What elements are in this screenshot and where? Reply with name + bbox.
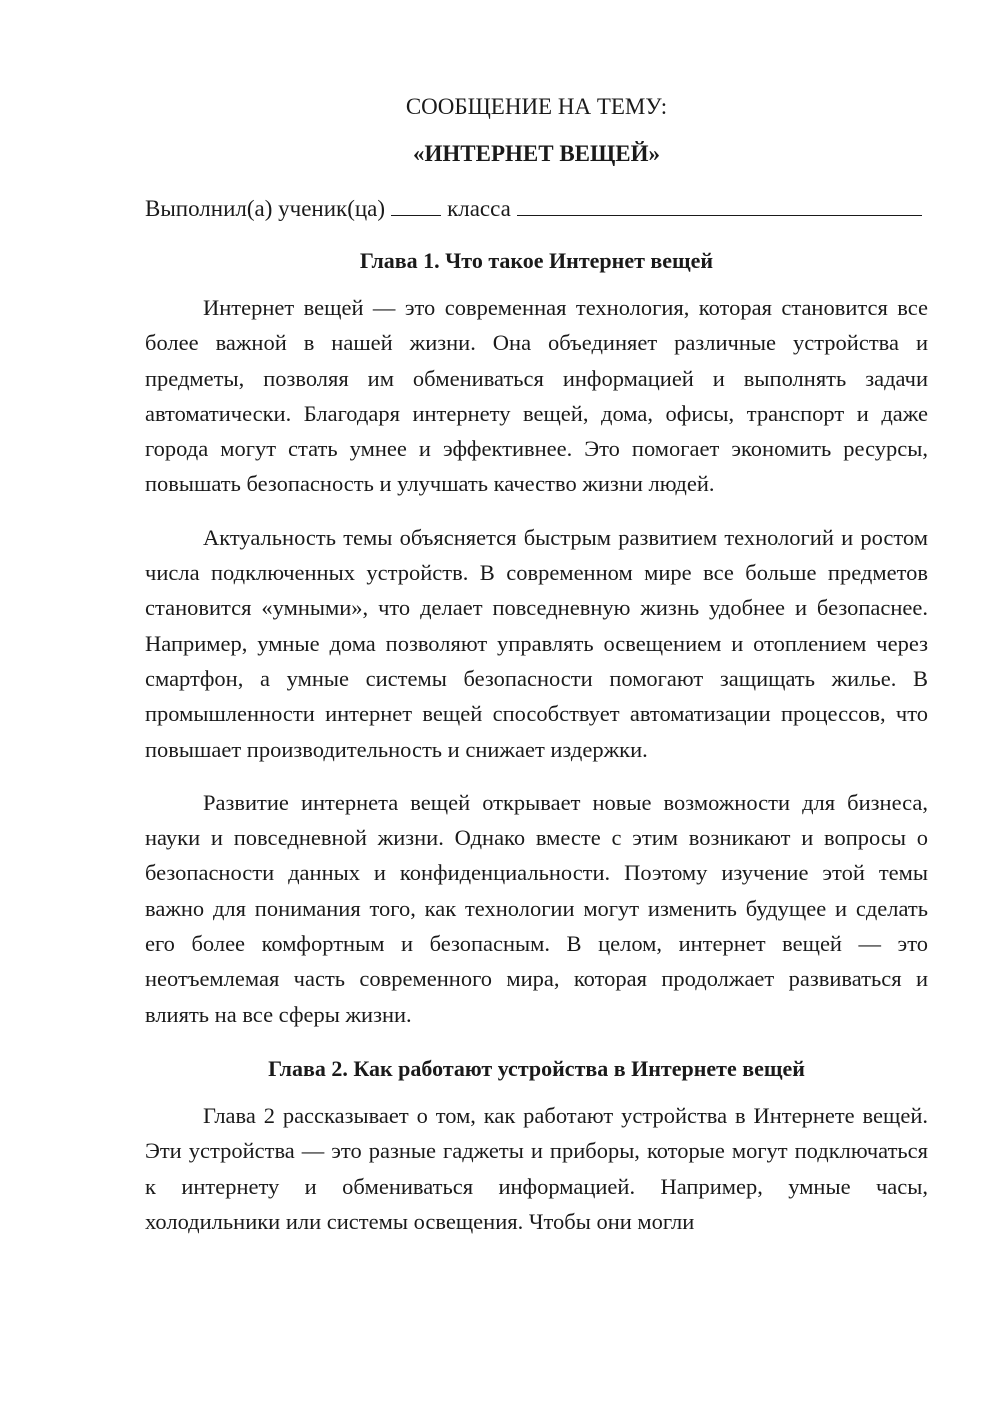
chapter-1-paragraph-3: Развитие интернета вещей открывает новые возможности для бизнеса, науки и повседневной жизни. Однако вместе с этим возникают и вопросы о безопасности данных и конфиденциальности. Поэтому изучение этой темы важно для понимания того, как технологии могут изменить будущее и сделать его более комфортным и безопасным. В целом, интернет вещей — это неотъемлемая часть современного мира, которая продолжает развиваться и влиять на все сферы жизни. [145,789,928,1027]
document-page [145,92,928,1239]
author-prefix: Выполнил(а) ученик(ца) [145,196,386,221]
document-heading-line2: «ИНТЕРНЕТ ВЕЩЕЙ» [412,141,660,166]
chapter-1-title: Глава 1. Что такое Интернет вещей [359,248,714,273]
chapter-1-paragraph-1: Интернет вещей — это современная технология, которая становится все более важной в нашей жизни. Она объединяет различные устройства и предметы, позволяя им обмениваться информацией и выполнять задачи автоматически. Благодаря интернету вещей, дома, офисы, транспорт и даже города могут стать умнее и эффективнее. Это помогает экономить ресурсы, повышать безопасность и улучшать качество жизни людей. [145,295,928,497]
document-heading-line1: СООБЩЕНИЕ НА ТЕМУ: [405,94,668,119]
student-name-blank [517,193,922,216]
author-class-word: класса [447,196,511,221]
author-line [145,193,928,224]
chapter-2-paragraph-1: Глава 2 рассказывает о том, как работают устройства в Интернете вещей. Эти устройства — это разные гаджеты и приборы, которые могут подключаться к интернету и обмениваться информацией. Например, умные часы, холодильники или системы освещения. Чтобы они могли [145,1102,928,1234]
chapter-2-title: Глава 2. Как работают устройства в Интернете вещей [268,1055,805,1081]
chapter-1-paragraph-2: Актуальность темы объясняется быстрым развитием технологий и ростом числа подключенных устройств. В современном мире все больше предметов становится «умными», что делает повседневную жизнь удобнее и безопаснее. Например, умные дома позволяют управлять освещением и отоплением через смартфон, а умные системы безопасности помогают защищать жилье. В промышленности интернет вещей способствует автоматизации процессов, что повышает производительность и снижает издержки. [145,524,928,762]
class-number-blank [391,193,441,216]
